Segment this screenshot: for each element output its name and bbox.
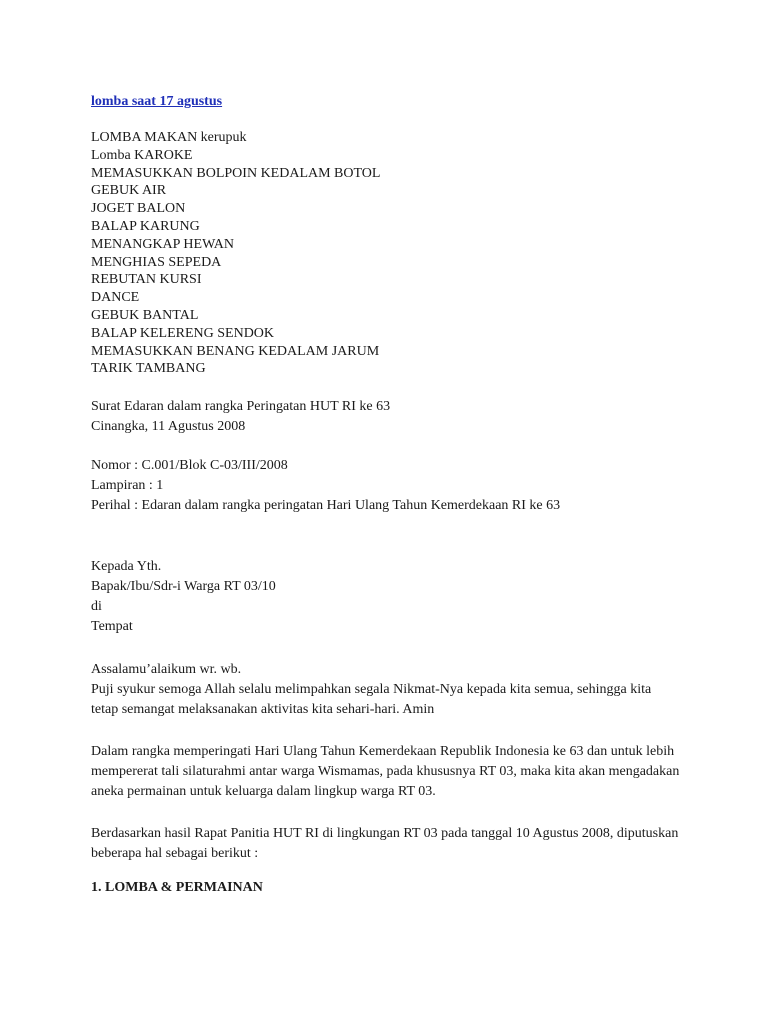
place-date: Cinangka, 11 Agustus 2008 — [91, 419, 246, 434]
list-item: DANCE — [91, 290, 140, 306]
list-item: BALAP KARUNG — [91, 218, 200, 234]
list-item: Lomba KAROKE — [91, 147, 193, 163]
list-item: GEBUK AIR — [91, 183, 167, 199]
list-item: JOGET BALON — [91, 201, 186, 217]
list-item: MENGHIAS SEPEDA — [91, 254, 222, 270]
list-item: REBUTAN KURSI — [91, 272, 202, 288]
tempat-line: Tempat — [91, 619, 133, 634]
letter-meta — [91, 456, 560, 516]
letter-header — [91, 397, 390, 437]
list-item: TARIK TAMBANG — [91, 361, 206, 377]
kepada-line: Kepada Yth. — [91, 559, 162, 574]
list-item: BALAP KELERENG SENDOK — [91, 325, 275, 341]
list-item: MENANGKAP HEWAN — [91, 236, 234, 252]
paragraph-1: Puji syukur semoga Allah selalu melimpahkan segala Nikmat-Nya kepada kita semua, sehingga kita tetap semangat melaksanakan aktivitas kita sehari-hari. Amin — [91, 682, 652, 717]
list-item: LOMBA MAKAN kerupuk — [91, 130, 247, 145]
lomba-list — [91, 129, 380, 378]
list-item: MEMASUKKAN BENANG KEDALAM JARUM — [91, 343, 380, 359]
title-link[interactable]: lomba saat 17 agustus — [91, 94, 223, 109]
di-line: di — [91, 599, 102, 614]
lampiran-line: Lampiran : 1 — [91, 478, 164, 493]
greeting: Assalamu’alaikum wr. wb. — [91, 662, 242, 677]
list-item: MEMASUKKAN BOLPOIN KEDALAM BOTOL — [91, 165, 381, 181]
subject-line: Surat Edaran dalam rangka Peringatan HUT RI ke 63 — [91, 399, 391, 414]
recipient-block — [91, 557, 276, 637]
list-item: GEBUK BANTAL — [91, 307, 199, 323]
nomor-line: Nomor : C.001/Blok C-03/III/2008 — [91, 458, 288, 473]
perihal-line: Perihal : Edaran dalam rangka peringatan Hari Ulang Tahun Kemerdekaan RI ke 63 — [91, 498, 561, 513]
recipient-line: Bapak/Ibu/Sdr-i Warga RT 03/10 — [91, 579, 276, 594]
paragraph-2: Dalam rangka memperingati Hari Ulang Tahun Kemerdekaan Republik Indonesia ke 63 dan untuk lebih mempererat tali silaturahmi antar warga Wismamas, pada khususnya RT 03, maka kita akan mengadakan aneka permainan untuk keluarga dalam lingkup warga RT 03. — [91, 744, 680, 799]
section-heading: 1. LOMBA & PERMAINAN — [91, 880, 263, 895]
paragraph-3: Berdasarkan hasil Rapat Panitia HUT RI di lingkungan RT 03 pada tanggal 10 Agustus 2008, diputuskan beberapa hal sebagai berikut : — [91, 826, 679, 861]
